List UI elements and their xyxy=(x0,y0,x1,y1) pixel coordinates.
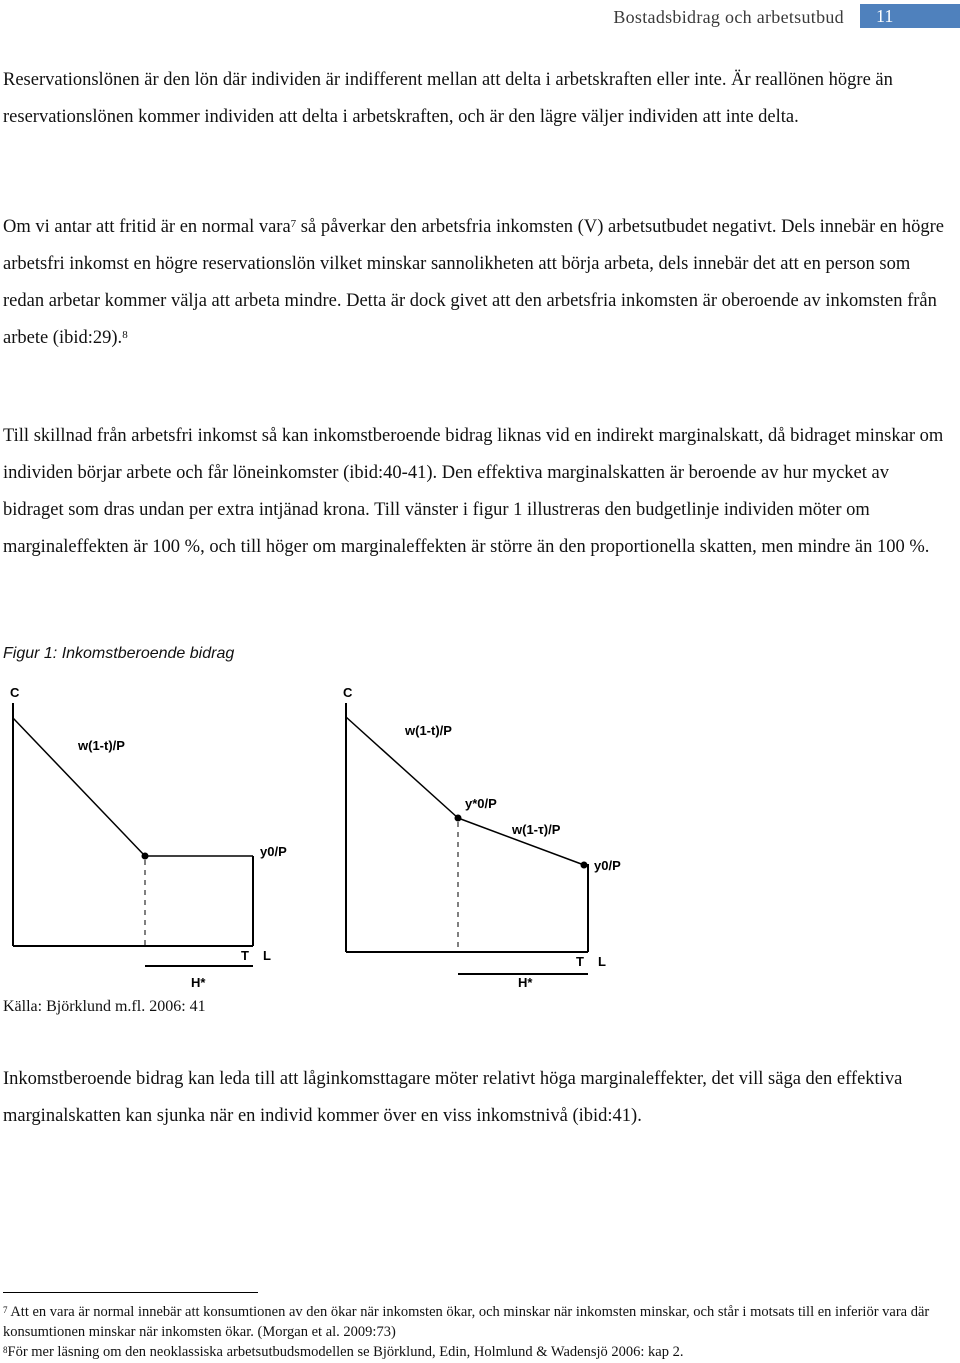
right-endpoint xyxy=(581,862,588,869)
right-income-label: y0/P xyxy=(594,858,621,873)
footnote-7-number: 7 xyxy=(3,1305,8,1315)
footnote-separator xyxy=(3,1292,258,1293)
right-slope-label: w(1-t)/P xyxy=(405,723,452,738)
figure-source: Källa: Björklund m.fl. 2006: 41 xyxy=(3,998,206,1015)
right-kink-point xyxy=(455,815,462,822)
footnote-7 xyxy=(3,1302,953,1342)
right-kink-label: y*0/P xyxy=(465,796,497,811)
left-income-label: y0/P xyxy=(260,844,287,859)
left-kink-point xyxy=(142,853,149,860)
left-c-label: C xyxy=(10,685,20,700)
footnote-8-number: 8 xyxy=(3,1345,8,1355)
left-l-label: L xyxy=(263,948,271,963)
running-title: Bostadsbidrag och arbetsutbud xyxy=(613,7,844,27)
left-panel xyxy=(10,685,287,990)
figure-caption: Figur 1: Inkomstberoende bidrag xyxy=(3,645,235,662)
paragraph-reservation-wage: Reservationslönen är den lön där individen är indifferent mellan att delta i arbetskraften eller inte. Är reallönen högre än reservationslönen kommer individen att delta i arbetskraften, och är den lägre väljer individen att inte delta. xyxy=(3,70,893,127)
footnote-7-text: Att en vara är normal innebär att konsumtionen av den ökar när inkomsten ökar, och minskar när inkomsten minskar, och står i motsats till en inferiör vara där konsumtionen minskar när inkomsten ökar. (Morgan et al. 2009:73) xyxy=(3,1304,930,1340)
right-slope2-label: w(1-τ)/P xyxy=(512,822,561,837)
paragraph-text: Om vi antar att fritid är en normal vara xyxy=(3,217,291,237)
page-number: 11 xyxy=(876,6,894,26)
right-c-label: C xyxy=(343,685,353,700)
right-h-label: H* xyxy=(518,975,533,990)
right-t-label: T xyxy=(576,954,584,969)
footnote-ref-8[interactable]: 8 xyxy=(122,329,128,341)
paragraph-marginal-tax: Till skillnad från arbetsfri inkomst så kan inkomstberoende bidrag liknas vid en indirekt marginalskatt, då bidraget minskar om individen börjar arbete och får löneinkomster (ibid:40-41). Den effektiva marginalskatten är beroende av hur mycket av bidraget som dras undan per extra intjänad krona. Till vänster i figur 1 illustreras den budgetlinje individen möter om marginaleffekten är 100 %, och till höger om marginaleffekten är större än den proportionella skatten, men mindre än 100 %. xyxy=(3,426,944,557)
left-h-label: H* xyxy=(191,975,206,990)
paragraph-low-income: Inkomstberoende bidrag kan leda till att låginkomsttagare möter relativt höga marginaleffekter, det vill säga den effektiva marginalskatten kan sjunka när en individ kommer över en viss inkomstnivå (ibid:41). xyxy=(3,1069,903,1126)
left-slope-label: w(1-t)/P xyxy=(78,738,125,753)
right-l-label: L xyxy=(598,954,606,969)
left-t-label: T xyxy=(241,948,249,963)
footnote-8 xyxy=(3,1342,953,1362)
footnote-ref-7[interactable]: 7 xyxy=(290,218,297,230)
paragraph-text: så påverkar den arbetsfria inkomsten (V) arbetsutbudet negativt. Dels innebär en högre arbetsfri inkomst en högre reservationslön vilket minskar sannolikheten att börja arbeta, dels innebär det att en person som redan arbetar kommer välja att arbeta mindre. Detta är dock givet att den arbetsfria inkomsten är oberoende av inkomsten från arbete (ibid:29). xyxy=(3,217,944,348)
right-panel xyxy=(343,685,621,990)
footnote-8-text: För mer läsning om den neoklassiska arbetsutbudsmodellen se Björklund, Edin, Holmlund & Wadensjö 2006: kap 2. xyxy=(7,1344,684,1360)
